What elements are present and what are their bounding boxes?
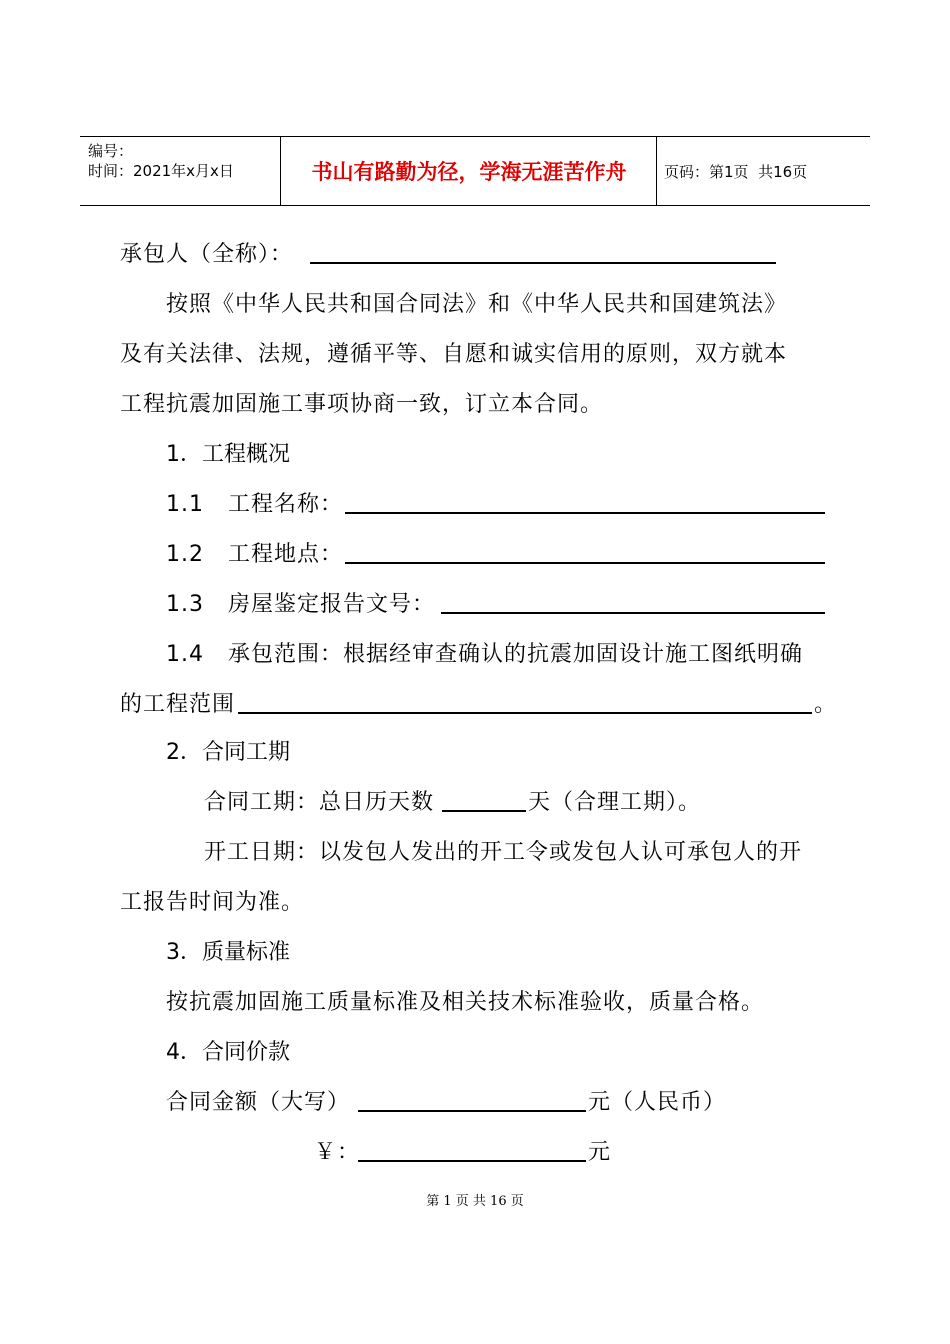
intro-line: 及有关法律、法规，遵循平等、自愿和诚实信用的原则，双方就本 — [120, 342, 788, 367]
intro-line: 工程抗震加固施工事项协商一致，订立本合同。 — [120, 392, 604, 417]
header-divider — [280, 137, 281, 205]
header-page-info: 页码：第1页 共16页 — [664, 162, 808, 181]
time-label: 时间：2021年x月x日 — [88, 162, 234, 180]
contractor-label: 承包人（全称）： — [120, 242, 294, 267]
yen-suffix: 元 — [588, 1140, 612, 1165]
scope-line-suffix: 。 — [814, 692, 838, 717]
intro-line: 按照《中华人民共和国合同法》和《中华人民共和国建筑法》 — [166, 292, 788, 317]
amount-figures-blank[interactable] — [358, 1160, 586, 1162]
scope-blank[interactable] — [238, 712, 812, 714]
section-heading: 4．合同价款 — [166, 1040, 290, 1065]
report-number-blank[interactable] — [441, 612, 825, 614]
project-name-blank[interactable] — [345, 512, 825, 514]
project-location-blank[interactable] — [345, 562, 825, 564]
amount-suffix: 元（人民币） — [588, 1090, 727, 1115]
number-label: 编号： — [88, 142, 134, 160]
scope-line: 1.4 承包范围：根据经审查确认的抗震加固设计施工图纸明确 — [166, 642, 803, 667]
start-date-line: 开工日期：以发包人发出的开工令或发包人认可承包人的开 — [204, 840, 803, 865]
project-location-label: 1.2 工程地点： — [166, 542, 343, 567]
start-date-line: 工报告时间为准。 — [120, 890, 305, 915]
project-name-label: 1.1 工程名称： — [166, 492, 343, 517]
quality-text: 按抗震加固施工质量标准及相关技术标准验收，质量合格。 — [166, 990, 765, 1015]
section-heading: 1．工程概况 — [166, 442, 290, 467]
period-suffix: 天（合理工期）。 — [528, 790, 702, 815]
amount-label: 合同金额（大写） — [166, 1090, 351, 1115]
header-divider — [656, 137, 657, 205]
header-motto: 书山有路勤为径，学海无涯苦作舟 — [311, 160, 627, 184]
section-heading: 2．合同工期 — [166, 740, 290, 765]
contractor-blank[interactable] — [310, 262, 776, 264]
report-number-label: 1.3 房屋鉴定报告文号： — [166, 592, 435, 617]
page-footer: 第 1 页 共 16 页 — [426, 1194, 524, 1209]
yen-label: ￥： — [314, 1140, 361, 1165]
document-header — [80, 136, 870, 206]
amount-words-blank[interactable] — [358, 1110, 586, 1112]
period-days-blank[interactable] — [442, 810, 526, 812]
header-meta — [88, 141, 234, 181]
period-prefix: 合同工期：总日历天数 — [204, 790, 435, 815]
scope-line-prefix: 的工程范围 — [120, 692, 236, 717]
section-heading: 3．质量标准 — [166, 940, 290, 965]
